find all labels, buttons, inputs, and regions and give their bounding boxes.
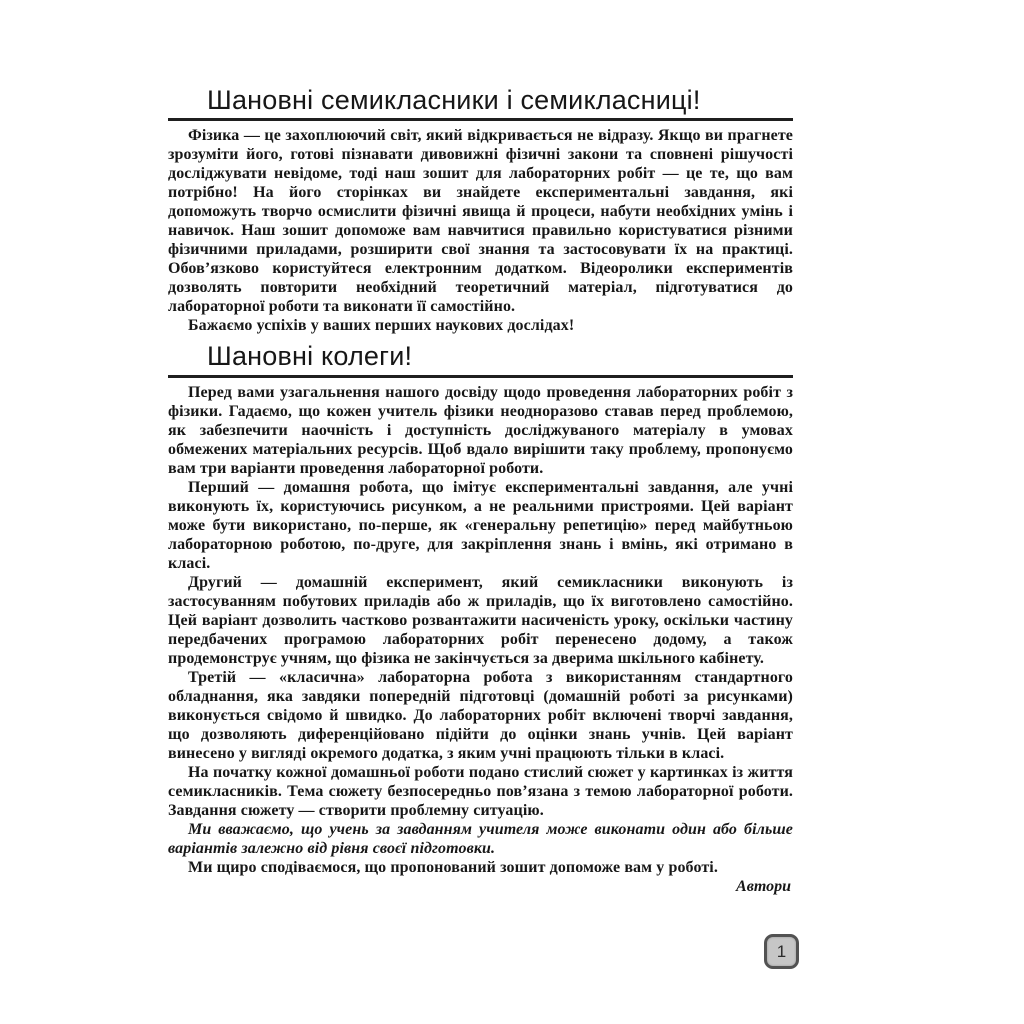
italic-note-paragraph: Ми вважаємо, що учень за завданням учителя може виконати один або більше варіантів залежно від рівня своєї підготовки. <box>168 820 793 857</box>
colleagues-paragraph-3: Другий — домашній експеримент, який семикласники виконують із застосуванням побутових приладів або ж приладів, що їх виготовлено самостійно. Цей варіант дозволить частково розвантажити насиченість уроку, оскільки частину передбачених програмою лабораторних робіт перенесено додому, а також продемонструє учням, що фізика не закінчується за дверима шкільного кабінету. <box>168 573 793 667</box>
authors-signature: Автори <box>736 877 791 895</box>
colleagues-paragraph-5: На початку кожної домашньої роботи подано стислий сюжет у картинках із життя семикласників. Тема сюжету безпосередньо пов’язана з темою лабораторної роботи. Завдання сюжету — створити проблемну ситуацію. <box>168 763 793 819</box>
page-number-badge: 1 <box>764 934 799 969</box>
colleagues-paragraph-2: Перший — домашня робота, що імітує експериментальні завдання, але учні виконують їх, користуючись рисунком, а не реальними пристроями. Цей варіант може бути використано, по-перше, як «генеральну репетицію» перед майбутньою лабораторною роботою, по-друге, для закріплення знань і вмінь, які отримано в класі. <box>168 478 793 572</box>
closing-paragraph: Ми щиро сподіваємося, що пропонований зошит допоможе вам у роботі. <box>188 858 718 876</box>
students-heading: Шановні семикласники і семикласниці! <box>168 86 793 121</box>
colleagues-paragraph-1: Перед вами узагальнення нашого досвіду щодо проведення лабораторних робіт з фізики. Гадаємо, що кожен учитель фізики неодноразово ставав перед проблемою, як забезпечити наочність і доступність досліджуваного матеріалу в умовах обмежених матеріальних ресурсів. Щоб вдало вирішити таку проблему, пропонуємо вам три варіанти проведення лабораторної роботи. <box>168 383 793 477</box>
colleagues-paragraph-4: Третій — «класична» лабораторна робота з використанням стандартного обладнання, яка завдяки попередній підготовці (домашній роботі за рисунками) виконується свідомо й швидко. До лабораторних робіт включені творчі завдання, що дозволяють диференційовано підійти до оцінки знань учнів. Цей варіант винесено у вигляді окремого додатка, з яким учні працюють тільки в класі. <box>168 668 793 762</box>
intro-paragraph: Фізика — це захоплюючий світ, який відкривається не відразу. Якщо ви прагнете зрозуміти його, готові пізнавати дивовижні фізичні закони та сповнені рішучості досліджувати невідоме, тоді наш зошит для лабораторних робіт — це те, що вам потрібно! На його сторінках ви знайдете експериментальні завдання, які допоможуть творчо осмислити фізичні явища й процеси, набути необхідних умінь і навичок. Наш зошит допоможе вам навчитися правильно користуватися різними фізичними приладами, розширити свої знання та застосовувати їх на практиці. Обов’язково користуйтеся електронним додатком. Відеоролики експериментів дозволять повторити необхідний теоретичний матеріал, підготуватися до лабораторної роботи та виконати її самостійно. <box>168 127 793 316</box>
colleagues-heading: Шановні колеги! <box>168 342 793 377</box>
wish-paragraph: Бажаємо успіхів у ваших перших наукових дослідах! <box>188 317 575 335</box>
text-column <box>168 86 793 896</box>
